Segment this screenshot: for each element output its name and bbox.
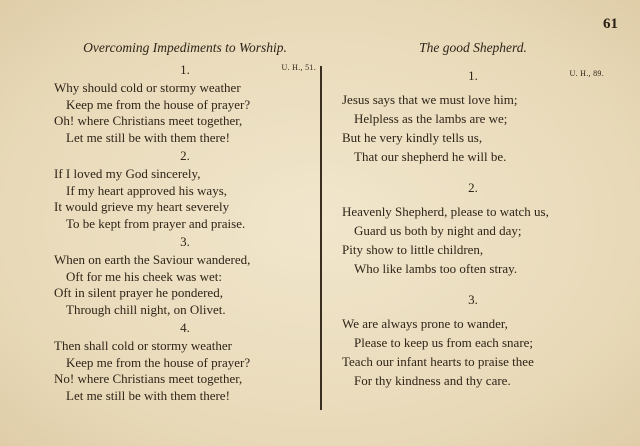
stanza-number: 4. (180, 320, 190, 335)
stanza-header (342, 180, 604, 196)
verse-line: Who like lambs too often stray. (354, 261, 518, 276)
verse-line: Teach our infant hearts to praise thee (342, 354, 534, 369)
verse-line: It would grieve my heart severely (54, 199, 230, 214)
verse-line: Oft in silent prayer he pondered, (54, 285, 223, 300)
verse-line: Guard us both by night and day; (354, 223, 522, 238)
verse-line: No! where Christians meet together, (54, 371, 243, 386)
stanza-header (342, 68, 604, 84)
verse-line: If I loved my God sincerely, (54, 166, 201, 181)
hymn-reference: U. H., 89. (569, 69, 604, 78)
right-hymn (342, 40, 604, 390)
verse-line: When on earth the Saviour wandered, (54, 252, 251, 267)
stanza-header (54, 62, 316, 78)
verse-line: To be kept from prayer and praise. (66, 215, 246, 231)
verse-line: Through chill night, on Olivet. (66, 301, 226, 317)
stanza-header (54, 320, 316, 336)
stanza-header (54, 234, 316, 250)
verse-line: That our shepherd he will be. (354, 149, 507, 164)
verse-line: Why should cold or stormy weather (54, 80, 241, 95)
verse-line: For thy kindness and thy care. (354, 373, 511, 388)
stanza-header (54, 148, 316, 164)
stanza-number: 2. (468, 180, 478, 195)
verse-line: Then shall cold or stormy weather (54, 338, 232, 353)
verse-line: Let me still be with them there! (66, 387, 230, 403)
column-divider (320, 66, 322, 410)
verse-line: Keep me from the house of prayer? (66, 354, 251, 370)
verse-line: Jesus says that we must love him; (342, 92, 518, 107)
verse-line: Helpless as the lambs are we; (354, 111, 508, 126)
verse-line: But he very kindly tells us, (342, 130, 483, 145)
stanza-number: 1. (180, 62, 190, 77)
left-hymn-title: Overcoming Impediments to Worship. (83, 40, 287, 55)
verse-line: If my heart approved his ways, (66, 182, 228, 198)
verse-line: Pity show to little children, (342, 242, 484, 257)
page-number: 61 (603, 16, 618, 32)
verse-line: Oh! where Christians meet together, (54, 113, 243, 128)
stanza-number: 1. (468, 68, 478, 83)
hymn-reference: U. H., 51. (281, 63, 316, 72)
stanza-number: 3. (180, 234, 190, 249)
verse-line: Keep me from the house of prayer? (66, 96, 251, 112)
stanza-header (342, 292, 604, 308)
verse-line: Oft for me his cheek was wet: (66, 268, 222, 284)
verse-line: Heavenly Shepherd, please to watch us, (342, 204, 549, 219)
verse-line: Please to keep us from each snare; (354, 335, 534, 350)
right-hymn-title: The good Shepherd. (419, 40, 527, 55)
verse-line: We are always prone to wander, (342, 316, 508, 331)
left-hymn (54, 40, 316, 404)
verse-line: Let me still be with them there! (66, 129, 230, 145)
stanza-number: 2. (180, 148, 190, 163)
stanza-number: 3. (468, 292, 478, 307)
